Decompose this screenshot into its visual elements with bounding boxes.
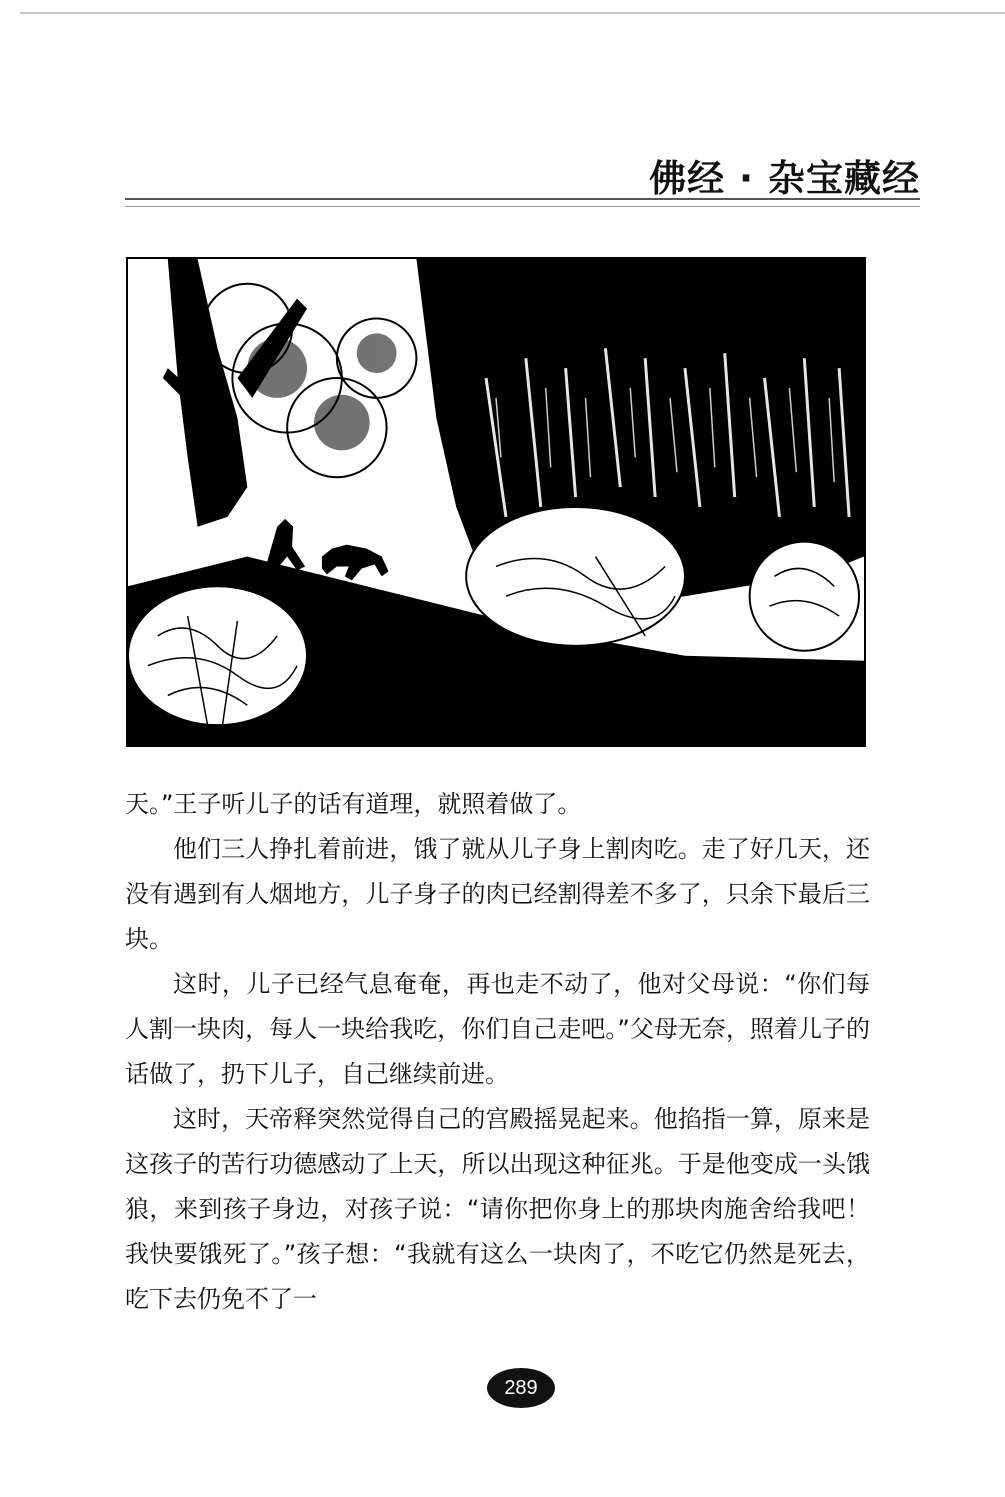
page-number-badge: 289 [487,1368,555,1408]
paragraph-2: 他们三人挣扎着前进，饿了就从儿子身上割肉吃。走了好几天，还没有遇到有人烟地方，儿子身子的肉已经割得差不多了，只余下最后三块。 [125,835,870,953]
paragraph-4: 这时，天帝释突然觉得自己的宫殿摇晃起来。他掐指一算，原来是这孩子的苦行功德感动了上天，所以出现这种征兆。于是他变成一头饿狼，来到孩子身边，对孩子说：“请你把你身上的那块肉施舍给我吧！我快要饿死了。”孩子想：“我就有这么一块肉了，不吃它仍然是死去，吃下去仍免不了一 [125,1105,870,1313]
header-rule-thin [125,206,920,207]
body-text [125,782,870,1322]
running-header-title: 佛经 · 杂宝藏经 [649,157,920,200]
paragraph-3: 这时，儿子已经气息奄奄，再也走不动了，他对父母说：“你们每人割一块肉，每人一块给我吃，你们自己走吧。”父母无奈，照着儿子的话做了，扔下儿子，自己继续前进。 [125,970,870,1088]
header-rule-thick [125,198,920,200]
paragraph-1: 天。”王子听儿子的话有道理，就照着做了。 [125,790,582,818]
top-edge-rule [20,12,1005,14]
woodcut-illustration [126,257,866,747]
